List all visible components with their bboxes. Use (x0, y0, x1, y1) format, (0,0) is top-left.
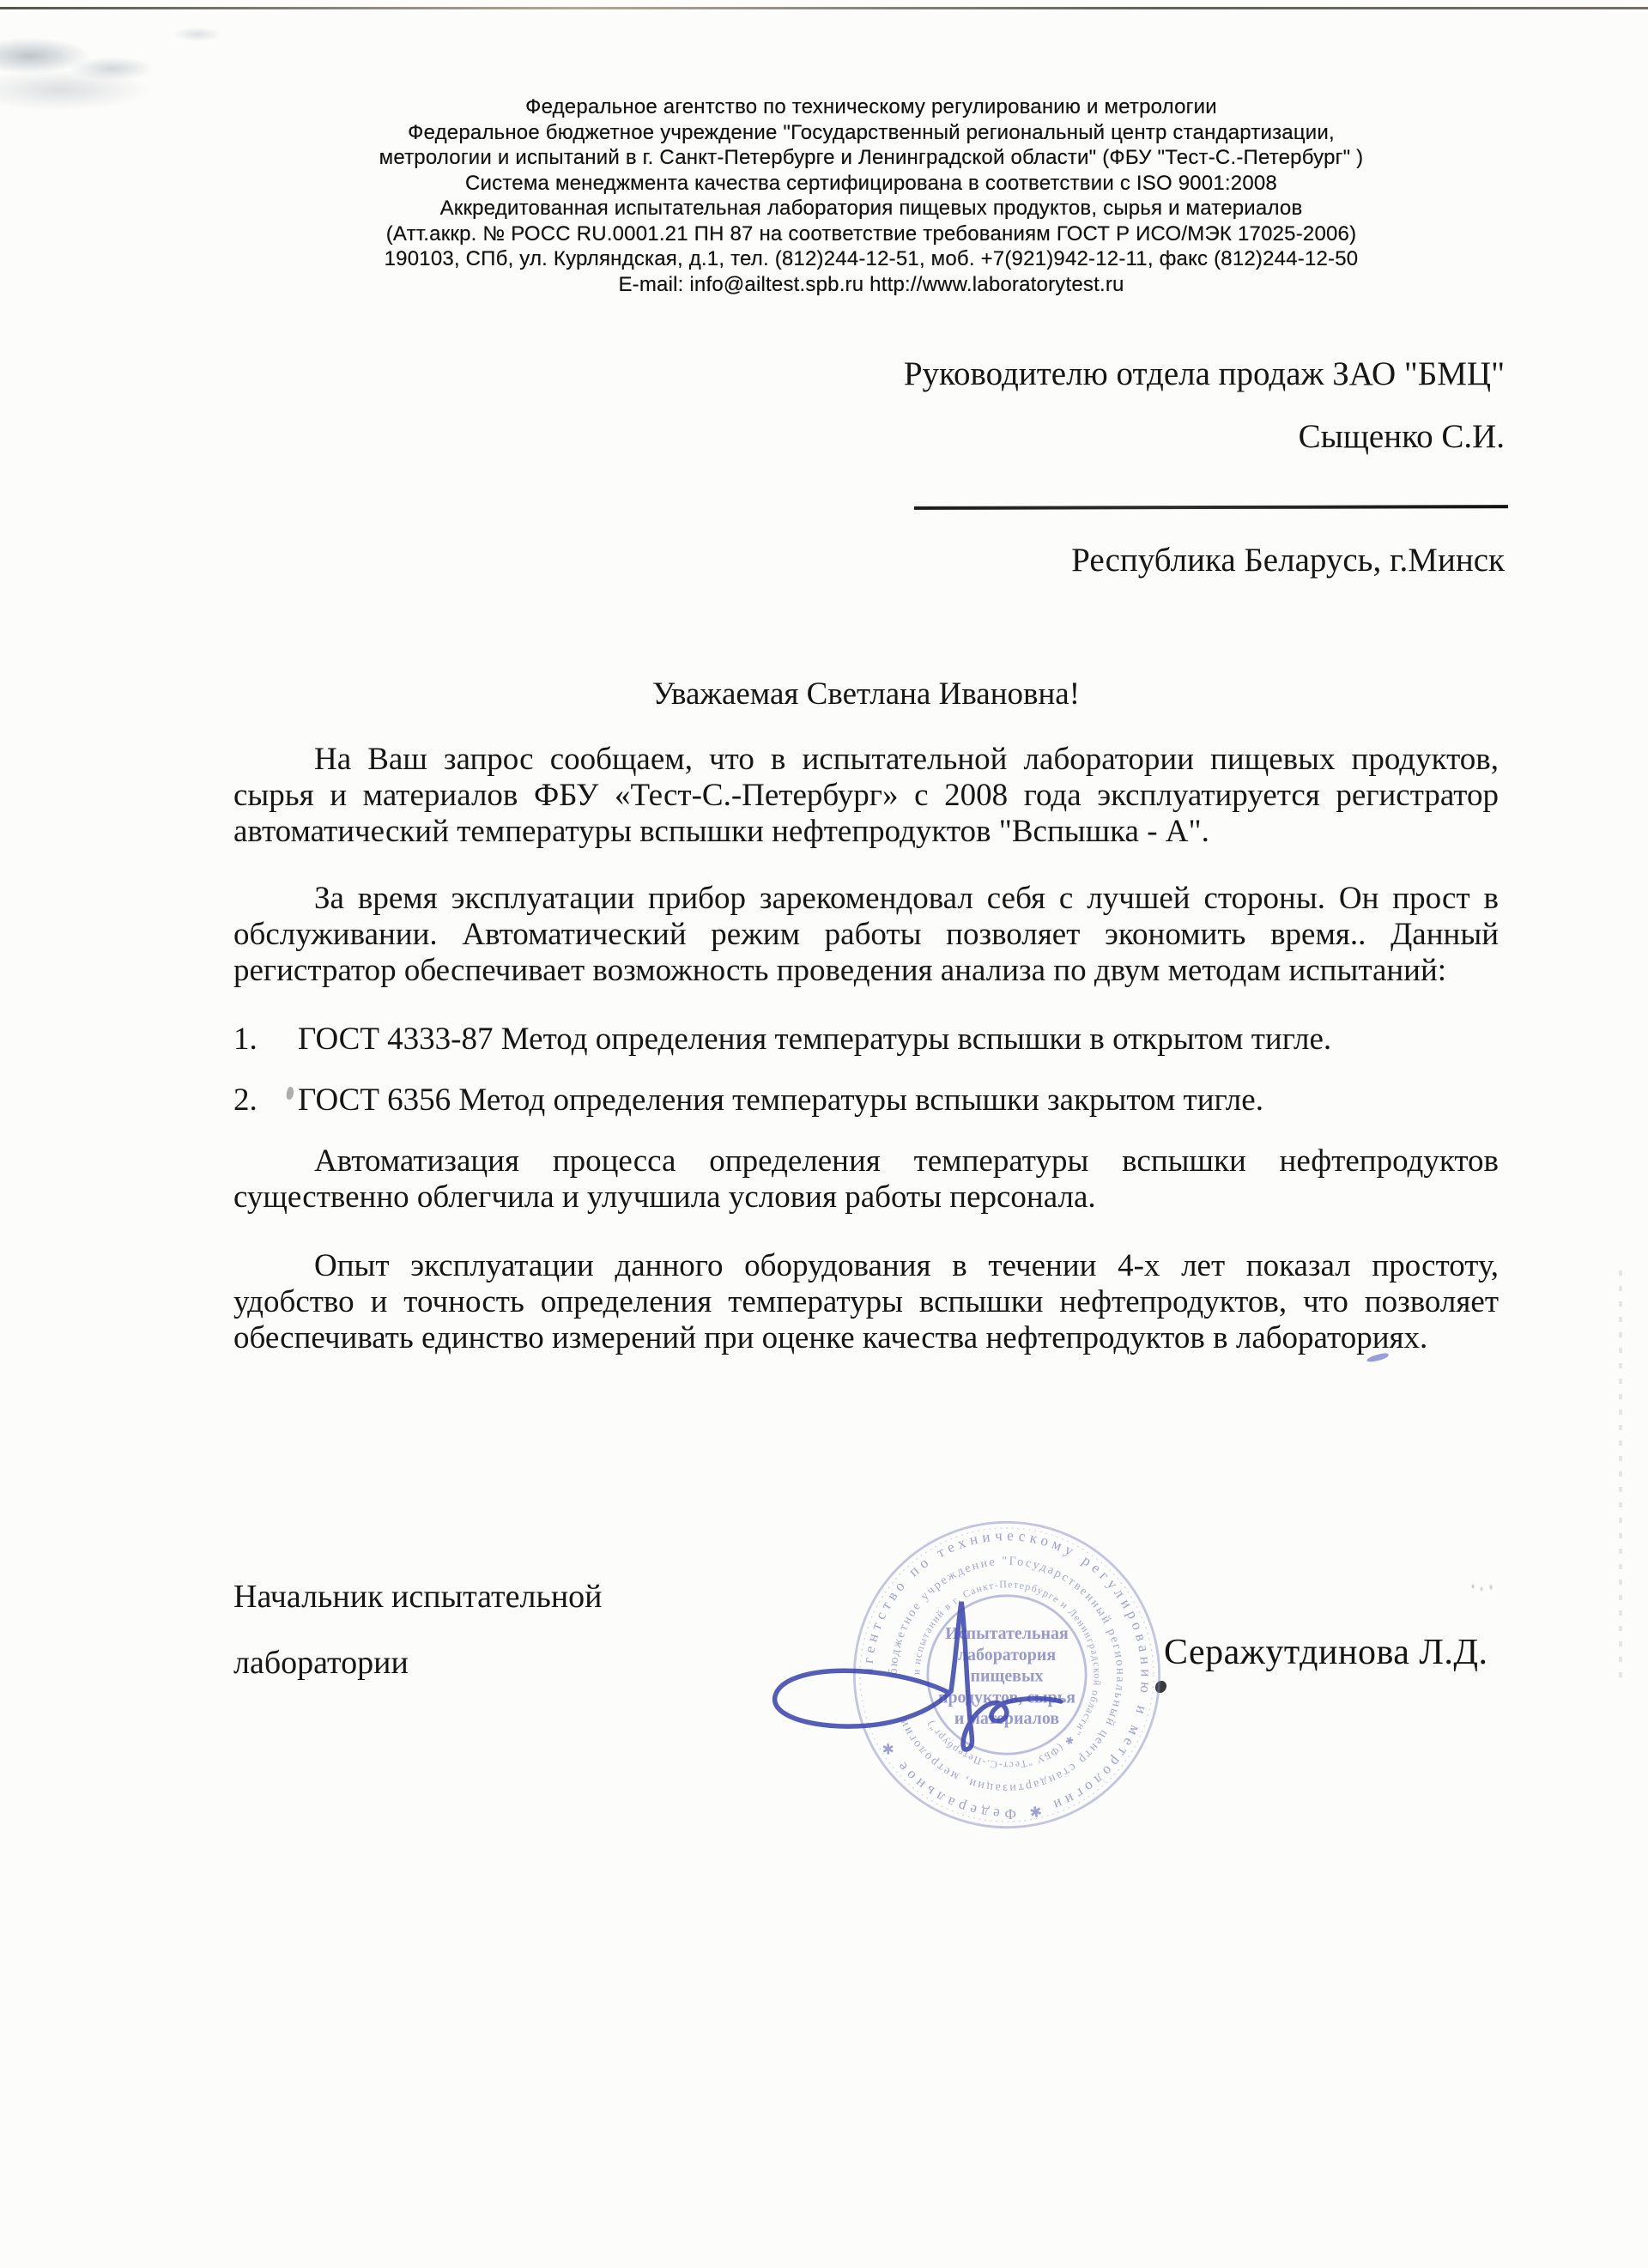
stamp-center-line: пищевых (970, 1666, 1044, 1686)
list-item-number: 2. (233, 1082, 258, 1118)
list-item-text: ГОСТ 4333-87 Метод определения температуры вспышки в открытом тигле. (298, 1022, 1332, 1057)
letterhead-line-laboratory: Аккредитованная испытательная лаборатория пищевых продуктов, сырья и материалов (439, 197, 1303, 220)
salutation: Уважаемая Светлана Ивановна! (651, 676, 1081, 712)
list-item-number: 1. (233, 1022, 258, 1057)
stamp-center-line: продуктов, сырья (937, 1688, 1076, 1707)
list-item-gost-6356 (233, 1082, 1499, 1119)
recipient-location: Республика Беларусь, г.Минск (1071, 542, 1505, 579)
letterhead-line-email-site: E-mail: info@ailtest.spb.ru http://www.laboratorytest.ru (618, 272, 1124, 296)
list-item-text: ГОСТ 6356 Метод определения температуры вспышки закрытом тигле. (298, 1082, 1263, 1118)
letterhead-line-accreditation: (Атт.аккр. № РОСС RU.0001.21 ПН 87 на соответствие требованиям ГОСТ Р ИСО/МЭК 17025-2006) (385, 221, 1357, 246)
letterhead-line-agency: Федеральное агентство по техническому регулированию и метрологии (525, 95, 1217, 118)
recipient-underline (914, 505, 1508, 510)
scan-right-edge-noise-artifact (1619, 1270, 1622, 1683)
paragraph-1: На Ваш запрос сообщаем, что в испытательной лаборатории пищевых продуктов, сырья и материалов ФБУ «Тест-С.-Петербург» с 2008 года эксплуатируется регистратор автоматический температуры вспышки нефтепродуктов "Вспышка - А". (233, 742, 1499, 849)
recipient-title: Руководителю отдела продаж ЗАО "БМЦ" (903, 355, 1505, 392)
signer-position-line1: Начальник испытательной (233, 1579, 603, 1615)
paragraph-4: Опыт эксплуатации данного оборудования в течении 4-х лет показал простоту, удобство и точность определения температуры вспышки нефтепродуктов, что позволяет обеспечивать единство измерений при оценке качества нефтепродуктов в лабораториях. (233, 1248, 1499, 1355)
letter-body (233, 676, 1499, 1356)
paragraph-2: За время эксплуатации прибор зарекомендовал себя с лучшей стороны. Он прост в обслуживании. Автоматический режим работы позволяет экономить время.. Данный регистратор обеспечивает возможность проведения анализа по двум методам испытаний: (233, 881, 1499, 988)
letterhead (82, 94, 1648, 297)
letterhead-line-institution-1: Федеральное бюджетное учреждение "Государственный региональный центр стандартизации, (408, 120, 1335, 144)
stamp-center-line: лаборатория (957, 1645, 1057, 1665)
signature-stroke (775, 1602, 1061, 1750)
stamp-center-line: Испытательная (945, 1624, 1069, 1644)
paragraph-3: Автоматизация процесса определения температуры вспышки нефтепродуктов существенно облегчила и улучшила условия работы персонала. (233, 1143, 1499, 1215)
list-item-gost-4333 (233, 1022, 1499, 1058)
recipient-name: Сыщенко С.И. (1298, 418, 1505, 455)
signer-position-line2: лаборатории (233, 1645, 409, 1681)
signer-name: Серажутдинова Л.Д. (1164, 1633, 1488, 1672)
letterhead-line-iso: Система менеджмента качества сертифицирована в соответствии с ISO 9001:2008 (465, 171, 1277, 195)
stamp-center-line: и материалов (954, 1709, 1060, 1728)
stamp-ring-inner-text: и испытаний в г. Санкт-Петербурге и Ленинградской области" ✱ (ФБУ "Тест-С.-Петербург") (910, 1578, 1104, 1772)
letterhead-line-address-phones: 190103, СПб, ул. Курляндская, д.1, тел. (812)244-12-51, моб. +7(921)942-12-11, факс (812)244-12-50 (384, 247, 1359, 270)
handwritten-signature (754, 1578, 1080, 1767)
letterhead-line-institution-2: метрологии и испытаний в г. Санкт-Петербурге и Ленинградской области" (ФБУ "Тест-С.-Петербург" ) (379, 146, 1364, 169)
stamp-ring-middle-text: бюджетное учреждение "Государственный региональный центр стандартизации, метрологии (886, 1554, 1128, 1796)
stamp-ring-outer-text: агентство по техническому регулированию и метрологии ✱ Федеральное ✱ (859, 1527, 1154, 1822)
scan-speck-artifact (1469, 1581, 1495, 1595)
